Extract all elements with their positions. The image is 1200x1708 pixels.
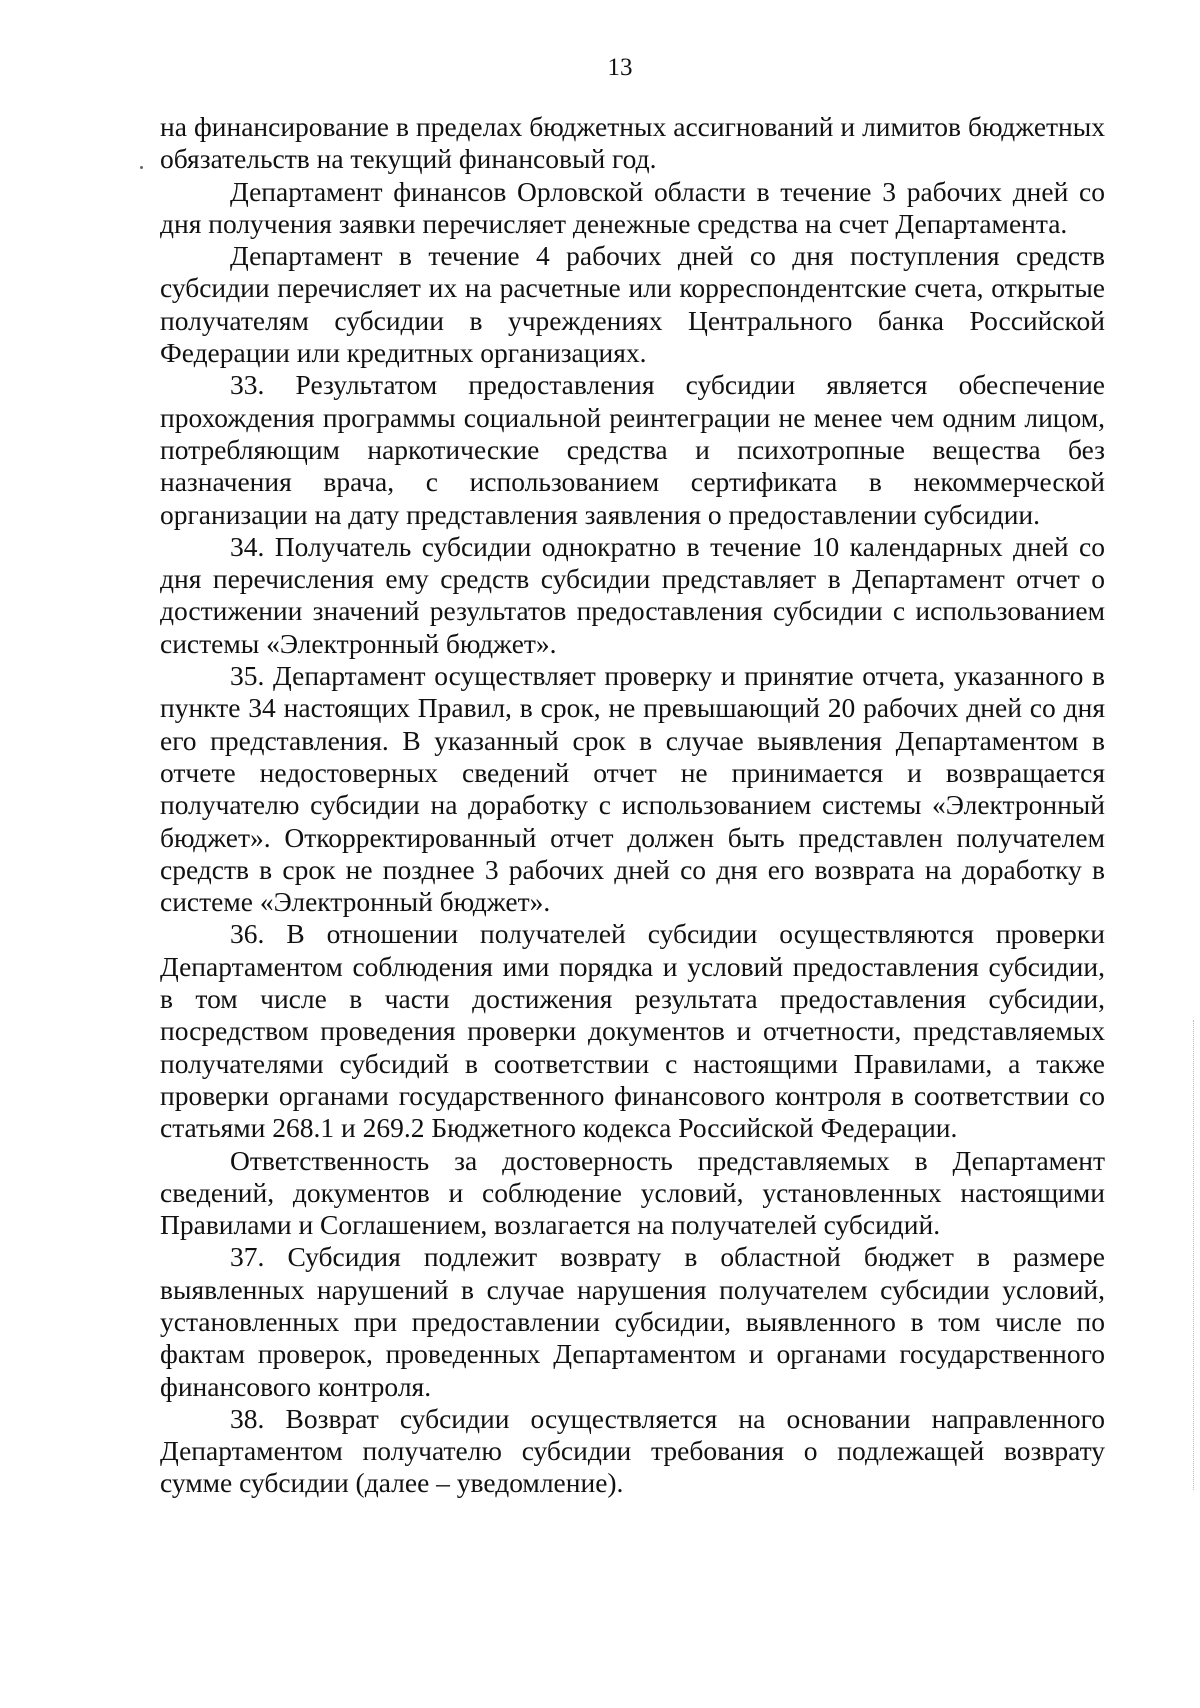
- paragraph-35: 35. Департамент осуществляет проверку и принятие отчета, указанного в пункте 34 настоящих Правил, в срок, не превышающий 20 рабочих дней со дня его представления. В указанный срок в случае выявления Департаментом в отчете недостоверных сведений отчет не принимается и возвращается получателю субсидии на доработку с использованием системы «Электронный бюджет». Откорректированный отчет должен быть представлен получателем средств в срок не позднее 3 рабочих дней со дня его возврата на доработку в системе «Электронный бюджет».: [160, 660, 1105, 918]
- paragraph-38: 38. Возврат субсидии осуществляется на основании направленного Департаментом получателю субсидии требования о подлежащей возврату сумме субсидии (далее – уведомление).: [160, 1402, 1105, 1499]
- paragraph-finance-department-transfer: Департамент финансов Орловской области в течение 3 рабочих дней со дня получения заявки перечисляет денежные средства на счет Департамента.: [160, 175, 1105, 239]
- paragraph-33: 33. Результатом предоставления субсидии является обеспечение прохождения программы социальной реинтеграции не менее чем одним лицом, потребляющим наркотические средства и психотропные вещества без назначения врача, с использованием сертификата в некоммерческой организации на дату представления заявления о предоставлении субсидии.: [160, 369, 1105, 530]
- document-body: [160, 111, 1105, 1500]
- page-number: 13: [607, 54, 633, 81]
- scan-artifact-dot: [140, 166, 143, 169]
- paragraph-37: 37. Субсидия подлежит возврату в областной бюджет в размере выявленных нарушений в случае нарушения получателем субсидии условий, установленных при предоставлении субсидии, выявленного в том числе по фактам проверок, проведенных Департаментом и органами государственного финансового контроля.: [160, 1241, 1105, 1402]
- paragraph-responsibility: Ответственность за достоверность представляемых в Департамент сведений, документов и соблюдение условий, установленных настоящими Правилами и Соглашением, возлагается на получателей субсидий.: [160, 1144, 1105, 1241]
- scan-artifact-edge: [1192, 1020, 1194, 1490]
- paragraph-36: 36. В отношении получателей субсидии осуществляются проверки Департаментом соблюдения ими порядка и условий предоставления субсидии, в том числе в части достижения результата предоставления субсидии, посредством проведения проверки документов и отчетности, представляемых получателями субсидий в соответствии с настоящими Правилами, а также проверки органами государственного финансового контроля в соответствии со статьями 268.1 и 269.2 Бюджетного кодекса Российской Федерации.: [160, 918, 1105, 1144]
- paragraph-34: 34. Получатель субсидии однократно в течение 10 календарных дней со дня перечисления ему средств субсидии представляет в Департамент отчет о достижении значений результатов предоставления субсидии с использованием системы «Электронный бюджет».: [160, 530, 1105, 659]
- paragraph-department-transfer: Департамент в течение 4 рабочих дней со дня поступления средств субсидии перечисляет их на расчетные или корреспондентские счета, открытые получателям субсидии в учреждениях Центрального банка Российской Федерации или кредитных организациях.: [160, 240, 1105, 369]
- paragraph-continuation: на финансирование в пределах бюджетных ассигнований и лимитов бюджетных обязательств на текущий финансовый год.: [160, 111, 1105, 175]
